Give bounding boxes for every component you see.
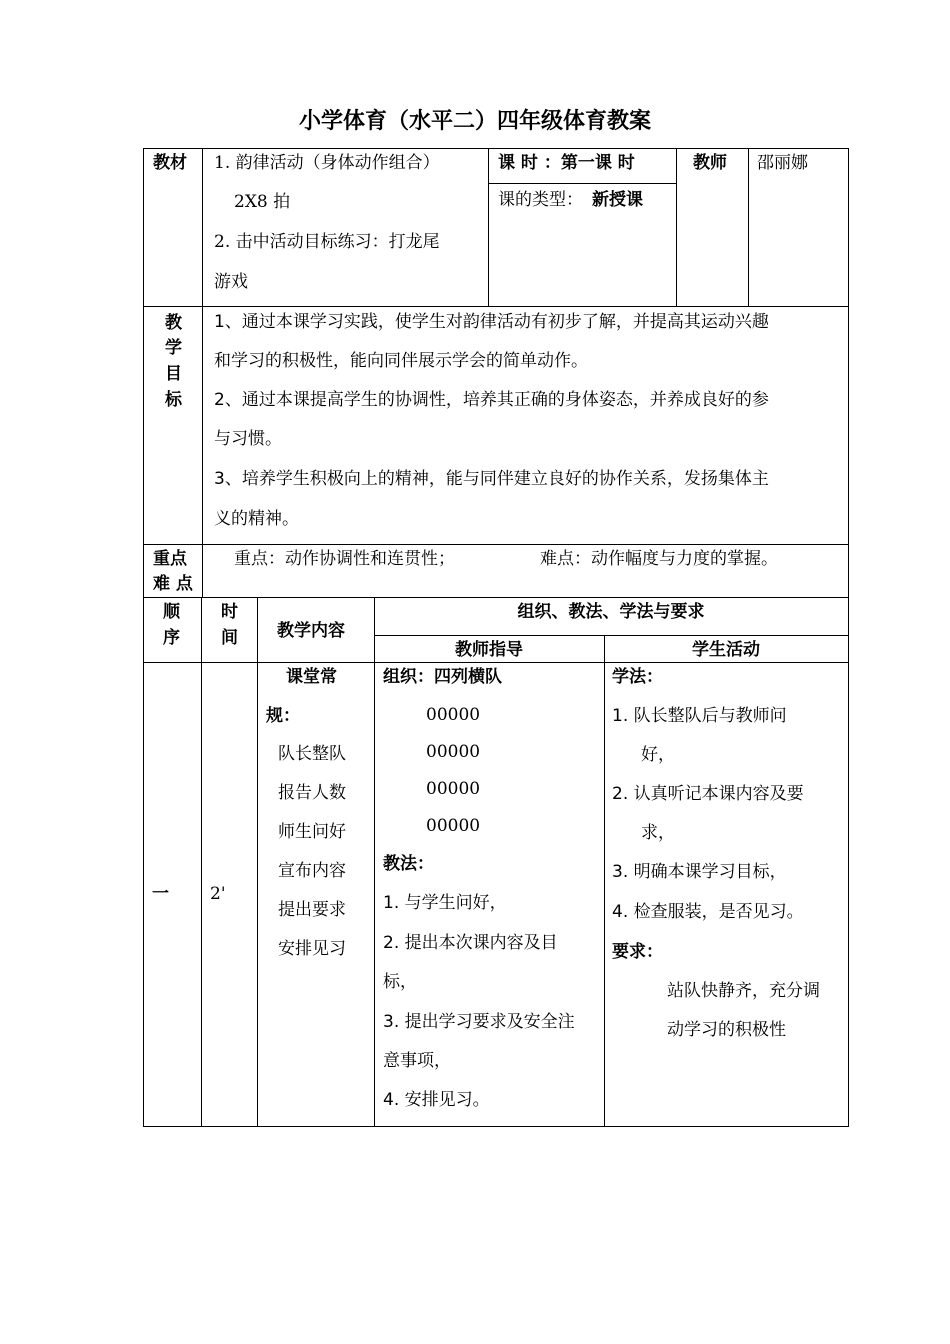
difficulty-text: 难点：动作幅度与力度的掌握。 bbox=[540, 549, 778, 569]
content-item: 安排见习 bbox=[278, 939, 346, 959]
method-line: 2. 提出本次课内容及目 bbox=[383, 933, 558, 953]
col-divider bbox=[676, 148, 677, 306]
row-divider bbox=[488, 183, 676, 184]
org-label: 组织：四列横队 bbox=[383, 667, 502, 687]
row-divider bbox=[143, 597, 849, 598]
lesson-type-value: 新授课 bbox=[592, 190, 643, 210]
material-label: 教材 bbox=[153, 153, 187, 173]
content-header: 教学内容 bbox=[277, 621, 345, 641]
study-line: 好， bbox=[641, 745, 675, 765]
row-divider bbox=[143, 662, 849, 663]
study-line: 3. 明确本课学习目标， bbox=[612, 862, 787, 882]
formation-row: 00000 bbox=[426, 705, 481, 725]
objectives-label-char: 教 bbox=[165, 313, 182, 333]
material-line: 1. 韵律活动（身体动作组合） bbox=[214, 153, 440, 173]
content-item: 提出要求 bbox=[278, 900, 346, 920]
objective-line: 与习惯。 bbox=[214, 429, 282, 449]
method-line: 1. 与学生问好， bbox=[383, 893, 507, 913]
col-divider bbox=[604, 635, 605, 1127]
method-label: 教法： bbox=[383, 854, 434, 874]
difficulty-label: 难 点 bbox=[153, 574, 193, 594]
org-header: 组织、教法、学法与要求 bbox=[517, 602, 705, 622]
time-header: 时 bbox=[221, 602, 238, 622]
requirement-label: 要求： bbox=[612, 942, 663, 962]
row-divider bbox=[143, 306, 849, 307]
objective-line: 义的精神。 bbox=[214, 509, 299, 529]
time-header: 间 bbox=[221, 628, 238, 648]
content-item: 队长整队 bbox=[278, 744, 346, 764]
col-divider bbox=[374, 597, 375, 1127]
lesson-time: 课 时 ：第一课 时 bbox=[498, 153, 635, 173]
lesson-type-label: 课的类型： bbox=[498, 190, 583, 210]
content-title: 规： bbox=[266, 706, 300, 726]
method-line: 标， bbox=[383, 972, 417, 992]
study-label: 学法： bbox=[612, 667, 663, 687]
method-line: 意事项， bbox=[383, 1051, 451, 1071]
study-line: 2. 认真听记本课内容及要 bbox=[612, 784, 804, 804]
formation-row: 00000 bbox=[426, 779, 481, 799]
table-border-left bbox=[143, 148, 144, 1127]
row-divider bbox=[374, 635, 849, 636]
teacher-label: 教师 bbox=[693, 153, 727, 173]
objective-line: 和学习的积极性，能向同伴展示学会的简单动作。 bbox=[214, 351, 588, 371]
study-line: 求， bbox=[641, 823, 675, 843]
col-divider bbox=[748, 148, 749, 306]
study-line: 4. 检查服装，是否见习。 bbox=[612, 902, 804, 922]
material-line: 2X8 拍 bbox=[234, 192, 291, 212]
page-title: 小学体育（水平二）四年级体育教案 bbox=[298, 109, 651, 134]
student-activity-header: 学生活动 bbox=[692, 640, 760, 660]
material-line: 2. 击中活动目标练习：打龙尾 bbox=[214, 232, 440, 252]
section-time: 2' bbox=[210, 884, 226, 904]
order-header: 顺 bbox=[163, 602, 180, 622]
method-line: 3. 提出学习要求及安全注 bbox=[383, 1012, 575, 1032]
row-divider bbox=[143, 544, 849, 545]
col-divider bbox=[201, 597, 202, 1127]
objective-line: 3、培养学生积极向上的精神，能与同伴建立良好的协作关系，发扬集体主 bbox=[214, 469, 769, 489]
teacher-name: 邵丽娜 bbox=[757, 153, 808, 173]
key-points-label: 重点 bbox=[153, 549, 187, 569]
objectives-label-char: 标 bbox=[165, 390, 182, 410]
col-divider bbox=[202, 148, 203, 597]
objective-line: 1、通过本课学习实践，使学生对韵律活动有初步了解，并提高其运动兴趣 bbox=[214, 312, 769, 332]
objective-line: 2、通过本课提高学生的协调性，培养其正确的身体姿态，并养成良好的参 bbox=[214, 390, 769, 410]
objectives-label-char: 目 bbox=[165, 364, 182, 384]
formation-row: 00000 bbox=[426, 816, 481, 836]
requirement-line: 动学习的积极性 bbox=[667, 1020, 786, 1040]
content-item: 师生问好 bbox=[278, 822, 346, 842]
formation-row: 00000 bbox=[426, 742, 481, 762]
material-line: 游戏 bbox=[214, 272, 248, 292]
table-border-right bbox=[848, 148, 849, 1127]
study-line: 1. 队长整队后与教师问 bbox=[612, 706, 787, 726]
col-divider bbox=[488, 148, 489, 306]
objectives-label-char: 学 bbox=[165, 338, 182, 358]
section-order: 一 bbox=[152, 884, 169, 904]
table-border-bottom bbox=[143, 1126, 849, 1127]
content-item: 宣布内容 bbox=[278, 861, 346, 881]
key-point-text: 重点：动作协调性和连贯性； bbox=[234, 549, 455, 569]
order-header: 序 bbox=[163, 628, 180, 648]
col-divider bbox=[257, 597, 258, 1127]
method-line: 4. 安排见习。 bbox=[383, 1090, 490, 1110]
table-border-top bbox=[143, 148, 849, 149]
teacher-guide-header: 教师指导 bbox=[455, 640, 523, 660]
requirement-line: 站队快静齐，充分调 bbox=[667, 981, 820, 1001]
content-item: 报告人数 bbox=[278, 783, 346, 803]
content-title: 课堂常 bbox=[286, 667, 337, 687]
